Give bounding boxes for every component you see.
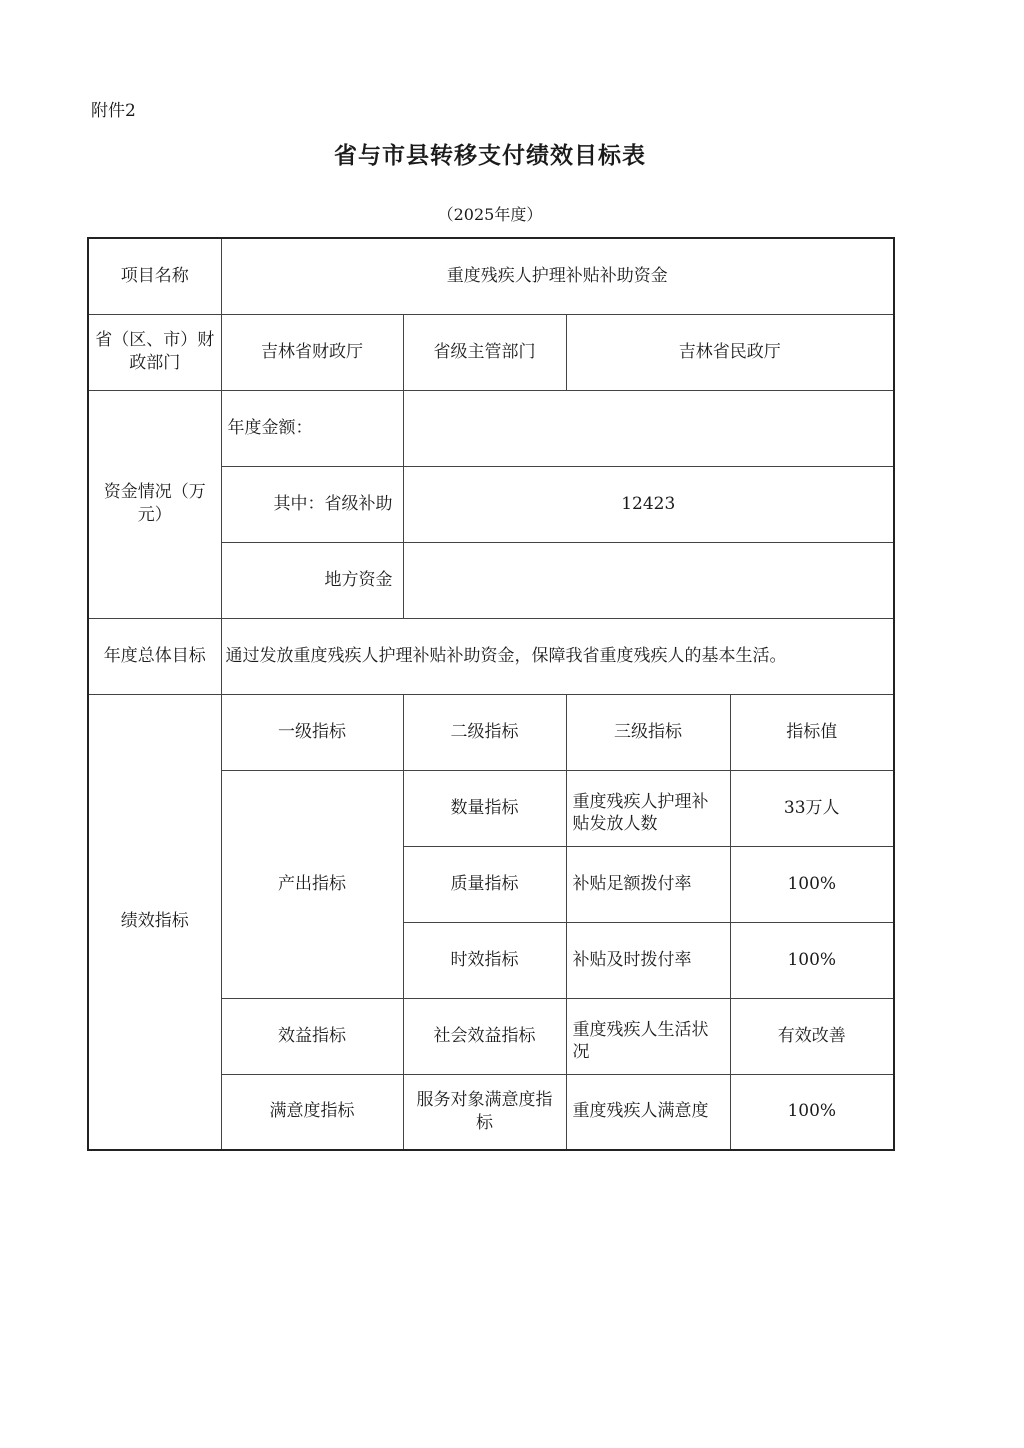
table-row [88, 314, 894, 390]
satisfaction-indicator-label: 满意度指标 [221, 1074, 403, 1150]
funds-label: 资金情况（万元） [88, 390, 221, 618]
indicator-value: 100% [730, 922, 894, 998]
table-row [88, 694, 894, 770]
provincial-subsidy-value: 12423 [403, 466, 894, 542]
table-row [88, 238, 894, 314]
provincial-subsidy-label: 其中：省级补助 [221, 466, 403, 542]
project-name-value: 重度残疾人护理补贴补助资金 [221, 238, 894, 314]
indicator-level3: 重度残疾人生活状况 [566, 998, 730, 1074]
header-level1: 一级指标 [221, 694, 403, 770]
output-indicator-label: 产出指标 [221, 770, 403, 998]
indicator-level2: 数量指标 [403, 770, 566, 846]
supervising-dept-value: 吉林省民政厅 [566, 314, 894, 390]
indicator-value: 100% [730, 1074, 894, 1150]
indicator-value: 有效改善 [730, 998, 894, 1074]
page-title: 省与市县转移支付绩效目标表 [334, 142, 646, 169]
indicator-level2: 社会效益指标 [403, 998, 566, 1074]
attachment-label: 附件2 [91, 101, 136, 121]
finance-dept-value: 吉林省财政厅 [221, 314, 403, 390]
header-level3: 三级指标 [566, 694, 730, 770]
performance-target-table [87, 237, 895, 1151]
indicator-value: 33万人 [730, 770, 894, 846]
performance-label: 绩效指标 [88, 694, 221, 1150]
indicator-level3: 补贴及时拨付率 [566, 922, 730, 998]
indicator-level3: 重度残疾人护理补贴发放人数 [566, 770, 730, 846]
table-row [88, 618, 894, 694]
indicator-level2: 质量指标 [403, 846, 566, 922]
local-funds-label: 地方资金 [221, 542, 403, 618]
annual-goal-value: 通过发放重度残疾人护理补贴补助资金，保障我省重度残疾人的基本生活。 [221, 618, 894, 694]
indicator-value: 100% [730, 846, 894, 922]
indicator-level2: 时效指标 [403, 922, 566, 998]
local-funds-value [403, 542, 894, 618]
header-value: 指标值 [730, 694, 894, 770]
annual-goal-label: 年度总体目标 [88, 618, 221, 694]
annual-amount-label: 年度金额： [221, 390, 403, 466]
benefit-indicator-label: 效益指标 [221, 998, 403, 1074]
indicator-level3: 补贴足额拨付率 [566, 846, 730, 922]
year-subtitle: （2025年度） [437, 205, 543, 224]
indicator-level3: 重度残疾人满意度 [566, 1074, 730, 1150]
finance-dept-label: 省（区、市）财政部门 [88, 314, 221, 390]
indicator-level2: 服务对象满意度指标 [403, 1074, 566, 1150]
project-name-label: 项目名称 [88, 238, 221, 314]
annual-amount-value [403, 390, 894, 466]
table-row [88, 390, 894, 466]
supervising-dept-label: 省级主管部门 [403, 314, 566, 390]
header-level2: 二级指标 [403, 694, 566, 770]
